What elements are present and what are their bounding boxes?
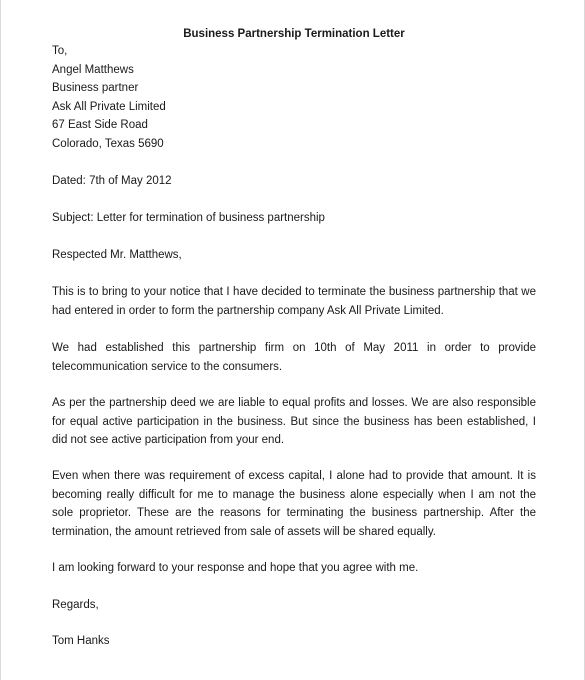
- to-label: To,: [52, 45, 68, 57]
- paragraph-5: I am looking forward to your response and hope that you agree with me.: [52, 562, 419, 574]
- recipient-city: Colorado, Texas 5690: [52, 138, 164, 150]
- salutation: Respected Mr. Matthews,: [52, 249, 182, 261]
- recipient-street: 67 East Side Road: [52, 119, 148, 131]
- paragraph-2: We had established this partnership firm on 10th of May 2011 in order to provide telecommunication service to the consumers.: [52, 342, 536, 373]
- paragraph-1: This is to bring to your notice that I have decided to terminate the business partnership that we had entered in order to form the partnership company Ask All Private Limited.: [52, 286, 536, 317]
- recipient-name: Angel Matthews: [52, 64, 134, 76]
- letter-date: Dated: 7th of May 2012: [52, 175, 172, 187]
- signature: Tom Hanks: [52, 635, 110, 647]
- paragraph-3: As per the partnership deed we are liable to equal profits and losses. We are also responsible for equal active participation in the business. But since the business has been established, I did not see active participation from your end.: [52, 397, 536, 446]
- recipient-role: Business partner: [52, 82, 139, 94]
- letter-subject: Subject: Letter for termination of business partnership: [52, 212, 325, 224]
- closing: Regards,: [52, 599, 99, 611]
- letter-title: Business Partnership Termination Letter: [183, 28, 405, 40]
- paragraph-4: Even when there was requirement of excess capital, I alone had to provide that amount. It is becoming really difficult for me to manage the business alone especially when I am not the sole proprietor. These are the reasons for terminating the business partnership. After the termination, the amount retrieved from sale of assets will be shared equally.: [52, 470, 536, 538]
- recipient-company: Ask All Private Limited: [52, 101, 166, 113]
